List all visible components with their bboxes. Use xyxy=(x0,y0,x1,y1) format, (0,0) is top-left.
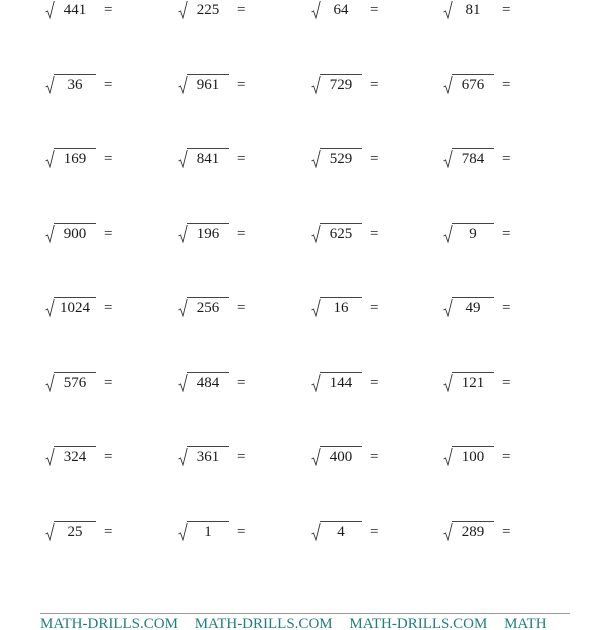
radicand: 1024 xyxy=(60,300,90,316)
problem xyxy=(311,223,401,247)
problem xyxy=(178,372,268,396)
radicand: 4 xyxy=(337,524,345,540)
equals-sign: = xyxy=(104,151,113,167)
radicand: 729 xyxy=(329,77,353,93)
radicand: 484 xyxy=(196,375,220,391)
footer-text: MATH-DRILLS.COM xyxy=(349,616,488,630)
equals-sign: = xyxy=(237,226,246,242)
problem xyxy=(311,74,401,98)
problem xyxy=(311,521,401,545)
radicand: 841 xyxy=(196,151,220,167)
equals-sign: = xyxy=(104,524,113,540)
problem xyxy=(311,0,401,23)
equals-sign: = xyxy=(370,77,379,93)
problem xyxy=(311,148,401,172)
radicand: 576 xyxy=(63,375,87,391)
equals-sign: = xyxy=(104,375,113,391)
problem xyxy=(443,446,533,470)
equals-sign: = xyxy=(502,2,511,18)
problem xyxy=(311,446,401,470)
equals-sign: = xyxy=(104,226,113,242)
footer-watermark xyxy=(40,616,600,630)
problem xyxy=(178,223,268,247)
radicand: 529 xyxy=(329,151,353,167)
equals-sign: = xyxy=(370,151,379,167)
equals-sign: = xyxy=(237,151,246,167)
problem xyxy=(45,223,135,247)
footer-text: MATH-DRILLS.COM xyxy=(40,616,178,630)
radicand: 100 xyxy=(461,449,485,465)
equals-sign: = xyxy=(502,449,511,465)
equals-sign: = xyxy=(502,151,511,167)
equals-sign: = xyxy=(237,77,246,93)
equals-sign: = xyxy=(502,300,511,316)
equals-sign: = xyxy=(104,449,113,465)
equals-sign: = xyxy=(237,449,246,465)
equals-sign: = xyxy=(502,226,511,242)
radicand: 400 xyxy=(329,449,353,465)
radicand: 81 xyxy=(465,2,481,18)
radicand: 64 xyxy=(333,2,349,18)
radicand: 625 xyxy=(329,226,353,242)
radicand: 441 xyxy=(63,2,87,18)
problem xyxy=(45,297,135,321)
equals-sign: = xyxy=(370,226,379,242)
problem xyxy=(178,0,268,23)
problem xyxy=(443,223,533,247)
problem xyxy=(443,297,533,321)
radicand: 169 xyxy=(63,151,87,167)
problem xyxy=(443,521,533,545)
equals-sign: = xyxy=(237,300,246,316)
equals-sign: = xyxy=(370,300,379,316)
problem xyxy=(45,74,135,98)
equals-sign: = xyxy=(502,77,511,93)
equals-sign: = xyxy=(237,375,246,391)
radicand: 144 xyxy=(329,375,353,391)
equals-sign: = xyxy=(104,77,113,93)
radicand: 1 xyxy=(204,524,212,540)
radicand: 225 xyxy=(196,2,220,18)
problem xyxy=(443,148,533,172)
radicand: 25 xyxy=(67,524,83,540)
equals-sign: = xyxy=(237,2,246,18)
equals-sign: = xyxy=(502,375,511,391)
radicand: 324 xyxy=(63,449,87,465)
problem xyxy=(178,148,268,172)
footer-text: MATH xyxy=(504,616,547,630)
radicand: 784 xyxy=(461,151,485,167)
equals-sign: = xyxy=(104,2,113,18)
problem xyxy=(45,446,135,470)
radicand: 9 xyxy=(469,226,477,242)
radicand: 121 xyxy=(461,375,485,391)
equals-sign: = xyxy=(370,375,379,391)
radicand: 256 xyxy=(196,300,220,316)
problem xyxy=(311,372,401,396)
problem xyxy=(178,74,268,98)
problem xyxy=(311,297,401,321)
problem xyxy=(45,372,135,396)
radicand: 289 xyxy=(461,524,485,540)
equals-sign: = xyxy=(237,524,246,540)
radicand: 900 xyxy=(63,226,87,242)
equals-sign: = xyxy=(370,2,379,18)
radicand: 16 xyxy=(333,300,349,316)
problem xyxy=(45,521,135,545)
radicand: 49 xyxy=(465,300,481,316)
footer-divider xyxy=(40,613,570,614)
problem xyxy=(443,0,533,23)
radicand: 961 xyxy=(196,77,220,93)
problem xyxy=(443,372,533,396)
equals-sign: = xyxy=(370,524,379,540)
problem xyxy=(45,0,135,23)
equals-sign: = xyxy=(104,300,113,316)
radicand: 36 xyxy=(67,77,83,93)
problem xyxy=(178,297,268,321)
problem xyxy=(443,74,533,98)
problem xyxy=(178,446,268,470)
equals-sign: = xyxy=(370,449,379,465)
equals-sign: = xyxy=(502,524,511,540)
radicand: 196 xyxy=(196,226,220,242)
footer-text: MATH-DRILLS.COM xyxy=(194,616,333,630)
radicand: 361 xyxy=(196,449,220,465)
problem xyxy=(45,148,135,172)
radicand: 676 xyxy=(461,77,485,93)
problem xyxy=(178,521,268,545)
